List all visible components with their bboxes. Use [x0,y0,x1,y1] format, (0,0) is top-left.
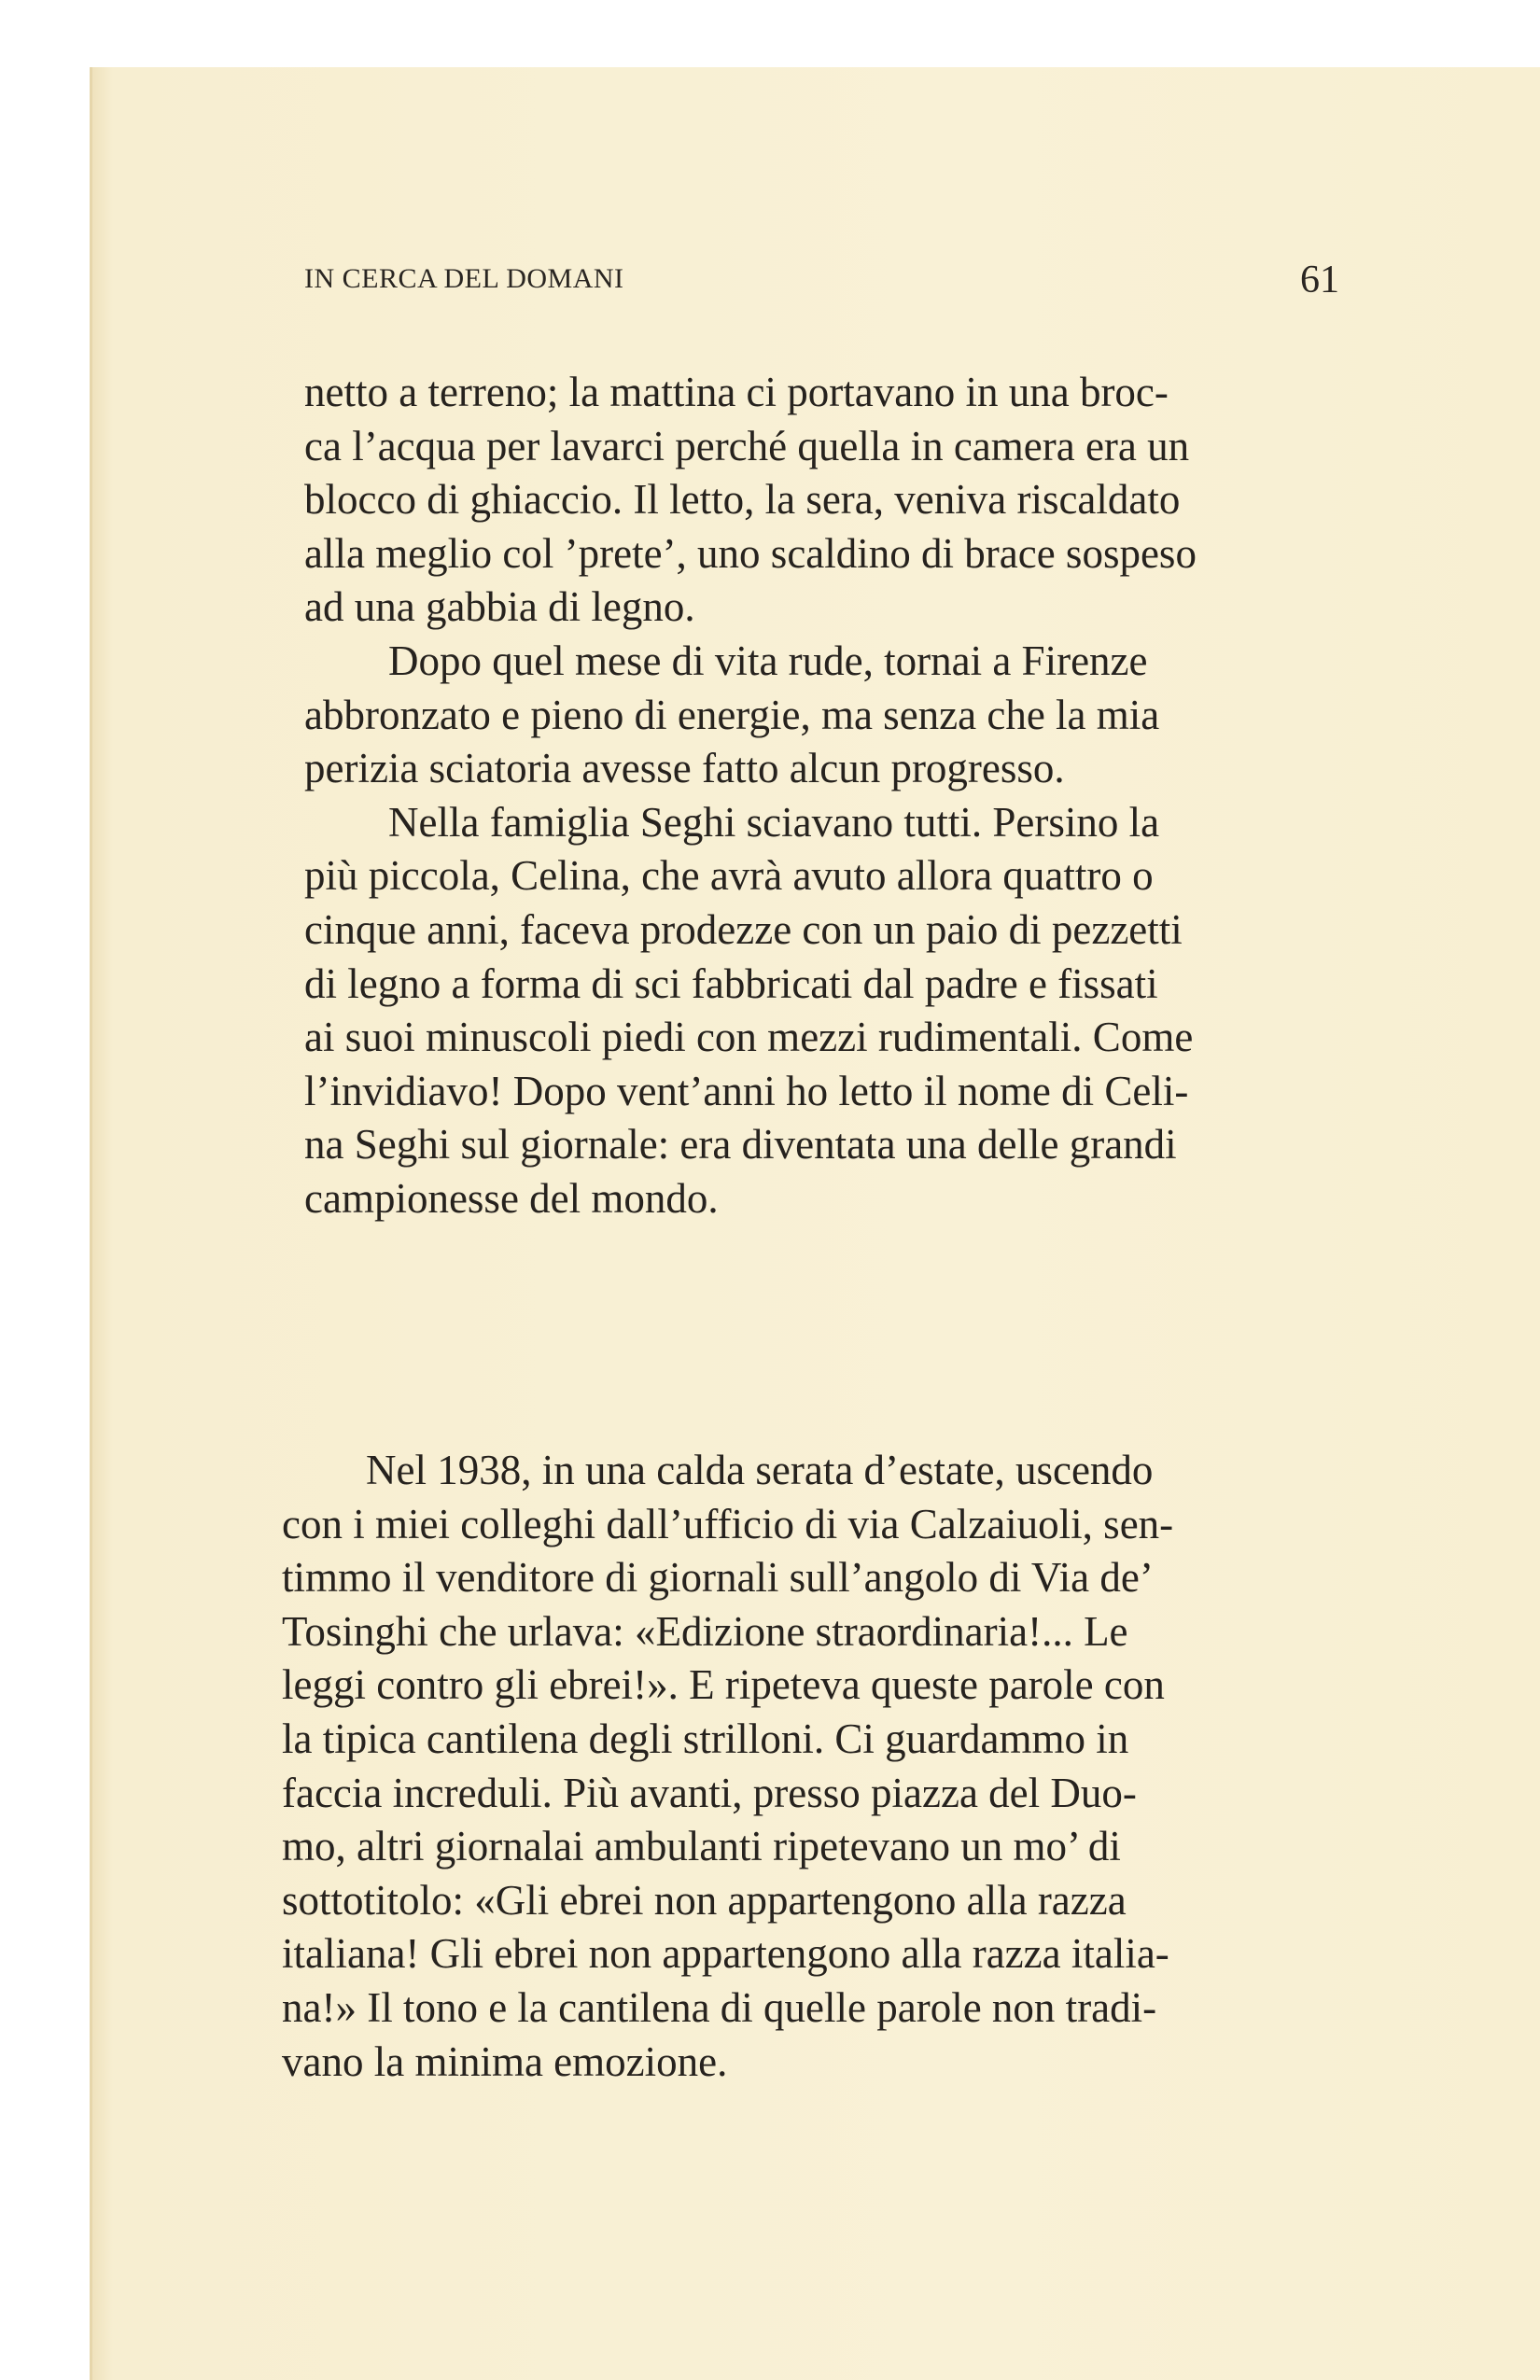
paragraph: Dopo quel mese di vita rude, tornai a Firenze abbronzato e pieno di energie, ma senza che la mia perizia sciatoria avesse fatto alcun progresso. [304,637,1160,792]
text-section-2 [282,1444,1323,2089]
paragraph: Nel 1938, in una calda serata d’estate, uscendo con i miei colleghi dall’ufficio di via Calzaiuoli, sen- timmo il venditore di giornali sull’angolo di Via de’ Tosinghi che urlava: «Edizione straordinaria!... Le leggi contro gli ebrei!». E ripeteva queste parole con la tipica cantilena degli strilloni. Ci guardammo in faccia increduli. Più avanti, presso piazza del Duo- mo, altri giornalai ambulanti ripetevano un mo’ di sottotitolo: «Gli ebrei non appartengono alla razza italiana! Gli ebrei non appartengono alla razza italia- na!» Il tono e la cantilena di quelle parole non tradi- vano la minima emozione. [282,1447,1174,2085]
paragraph: netto a terreno; la mattina ci portavano in una broc- ca l’acqua per lavarci perché quella in camera era un blocco di ghiaccio. Il letto, la sera, veniva riscaldato alla meglio col ’prete’, uno scaldino di brace sospeso ad una gabbia di legno. [304,369,1197,631]
page-number: 61 [1300,259,1339,301]
text-section-1 [304,366,1338,1226]
running-head-title: IN CERCA DEL DOMANI [304,263,624,294]
paragraph: Nella famiglia Seghi sciavano tutti. Persino la più piccola, Celina, che avrà avuto allora quattro o cinque anni, faceva prodezze con un paio di pezzetti di legno a forma di sci fabbricati dal padre e fissati ai suoi minuscoli piedi con mezzi rudimentali. Come l’invidiavo! Dopo vent’anni ho letto il nome di Celi- na Seghi sul giornale: era diventata una delle grandi campionesse del mondo. [304,798,1194,1222]
